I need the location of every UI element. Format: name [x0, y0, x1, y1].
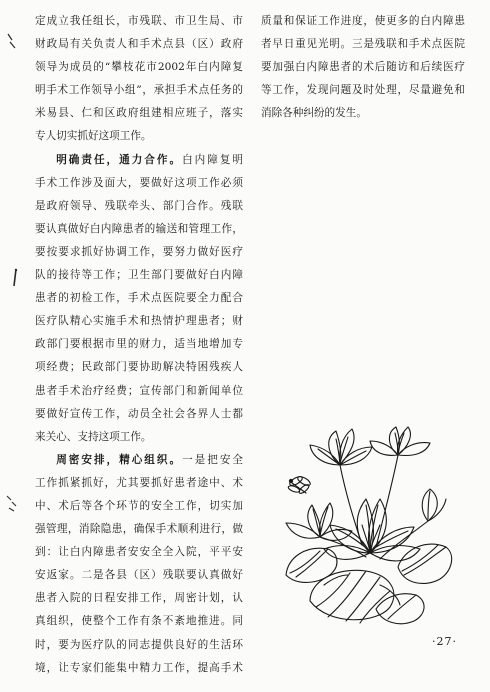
- paragraph-line: 质量和保证工作进度，使更多的白内障患: [261, 15, 465, 27]
- right-column: [261, 10, 465, 125]
- paragraph-line: 工作抓紧抓好，尤其要抓好患者途中、术: [35, 476, 243, 489]
- paragraph-line: 等工作，发现问题及时处理，尽量避免和: [261, 84, 465, 97]
- paragraph-line: 到：让白内障患者安安全全入院，平平安: [35, 546, 243, 559]
- paragraph-line: 者早日重见光明。三是残联和手术点医院: [261, 38, 465, 51]
- lotus-leaves: [286, 544, 452, 623]
- lotus-flower-illustration: [280, 425, 460, 635]
- paragraph-line: 消除各种纠纷的发生。: [261, 107, 367, 120]
- lotus-blossom-left: [286, 503, 352, 540]
- lotus-blossom-center: [324, 499, 420, 561]
- lotus-blossom-upper-left: [310, 429, 372, 465]
- scan-mark: [10, 266, 20, 290]
- paragraph-line: 中、术后等各个环节的安全工作，切实加: [35, 499, 243, 512]
- paragraph-line: 项经费；民政部门要协助解决特困残疾人: [35, 361, 243, 374]
- paragraph-line: 要按要求抓好协调工作，要努力做好医疗: [35, 245, 243, 258]
- paragraph-line: 来关心、支持这项工作。: [35, 430, 152, 443]
- paragraph-line: 领导为成员的“攀枝花市2002年白内障复: [35, 61, 243, 74]
- paragraph-line: 队的接待等工作；卫生部门要做好白内障: [35, 269, 243, 282]
- paragraph-line: 安返家。二是各县（区）残联要认真做好: [35, 569, 243, 582]
- paragraph-line: 要认真做好白内障患者的输送和管理工作，: [35, 222, 243, 235]
- left-column: [35, 10, 243, 680]
- paragraph-text: 一是把安全: [182, 453, 244, 466]
- dragonfly-drawing: [288, 475, 312, 495]
- scan-mark: [4, 30, 20, 52]
- paragraph-line: 政部门要根据市里的财力，适当地增加专: [35, 338, 243, 351]
- paragraph-line: 医疗队精心实施手术和热情护理患者；财: [35, 315, 243, 328]
- paragraph-line: 强管理，消除隐患，确保手术顺利进行，做: [35, 523, 243, 536]
- paragraph-line: 真组织，使整个工作有条不紊地推进。同: [35, 615, 243, 628]
- paragraph-line: 患者的初检工作，手术点医院要全力配合: [35, 292, 243, 305]
- paragraph-line: 米易县、仁和区政府组建相应班子，落实: [35, 107, 243, 120]
- paragraph-line: 境，让专家们能集中精力工作，提高手术: [35, 661, 243, 674]
- page-number: ·27·: [432, 635, 457, 648]
- section-lead-heading: 明确责任，通力合作。: [56, 153, 183, 166]
- paragraph-line: 定成立我任组长，市残联、市卫生局、市: [35, 15, 243, 27]
- paragraph-line: 要做好宣传工作，动员全社会各界人士都: [35, 407, 243, 420]
- paragraph-line: 明手术工作领导小组”，承担手术点任务的: [35, 84, 243, 97]
- paragraph-line: 要加强白内障患者的术后随访和后续医疗: [261, 61, 465, 74]
- paragraph-line: 患者手术治疗经费；宣传部门和新闻单位: [35, 384, 243, 397]
- paragraph-line: 财政局有关负责人和手术点县（区）政府: [35, 38, 243, 51]
- paragraph-line: 患者入院的日程安排工作，周密计划，认: [35, 592, 243, 605]
- section-lead-heading: 周密安排，精心组织。: [56, 453, 183, 466]
- paragraph-line: 时，要为医疗队的同志提供良好的生活环: [35, 638, 243, 651]
- paragraph-line: 专人切实抓好这项工作。: [35, 130, 152, 143]
- paragraph-text: 白内障复明: [182, 153, 244, 166]
- lotus-blossom-upper-right: [370, 427, 430, 456]
- paragraph-line: 手术工作涉及面大，要做好这项工作必须: [35, 176, 243, 189]
- scan-mark: [4, 492, 20, 514]
- paragraph-line: 是政府领导、残联牵头、部门合作。残联: [35, 199, 243, 212]
- lotus-bud-right: [422, 489, 446, 521]
- paragraph-lead-line: [35, 449, 243, 472]
- paragraph-lead-line: [35, 149, 243, 172]
